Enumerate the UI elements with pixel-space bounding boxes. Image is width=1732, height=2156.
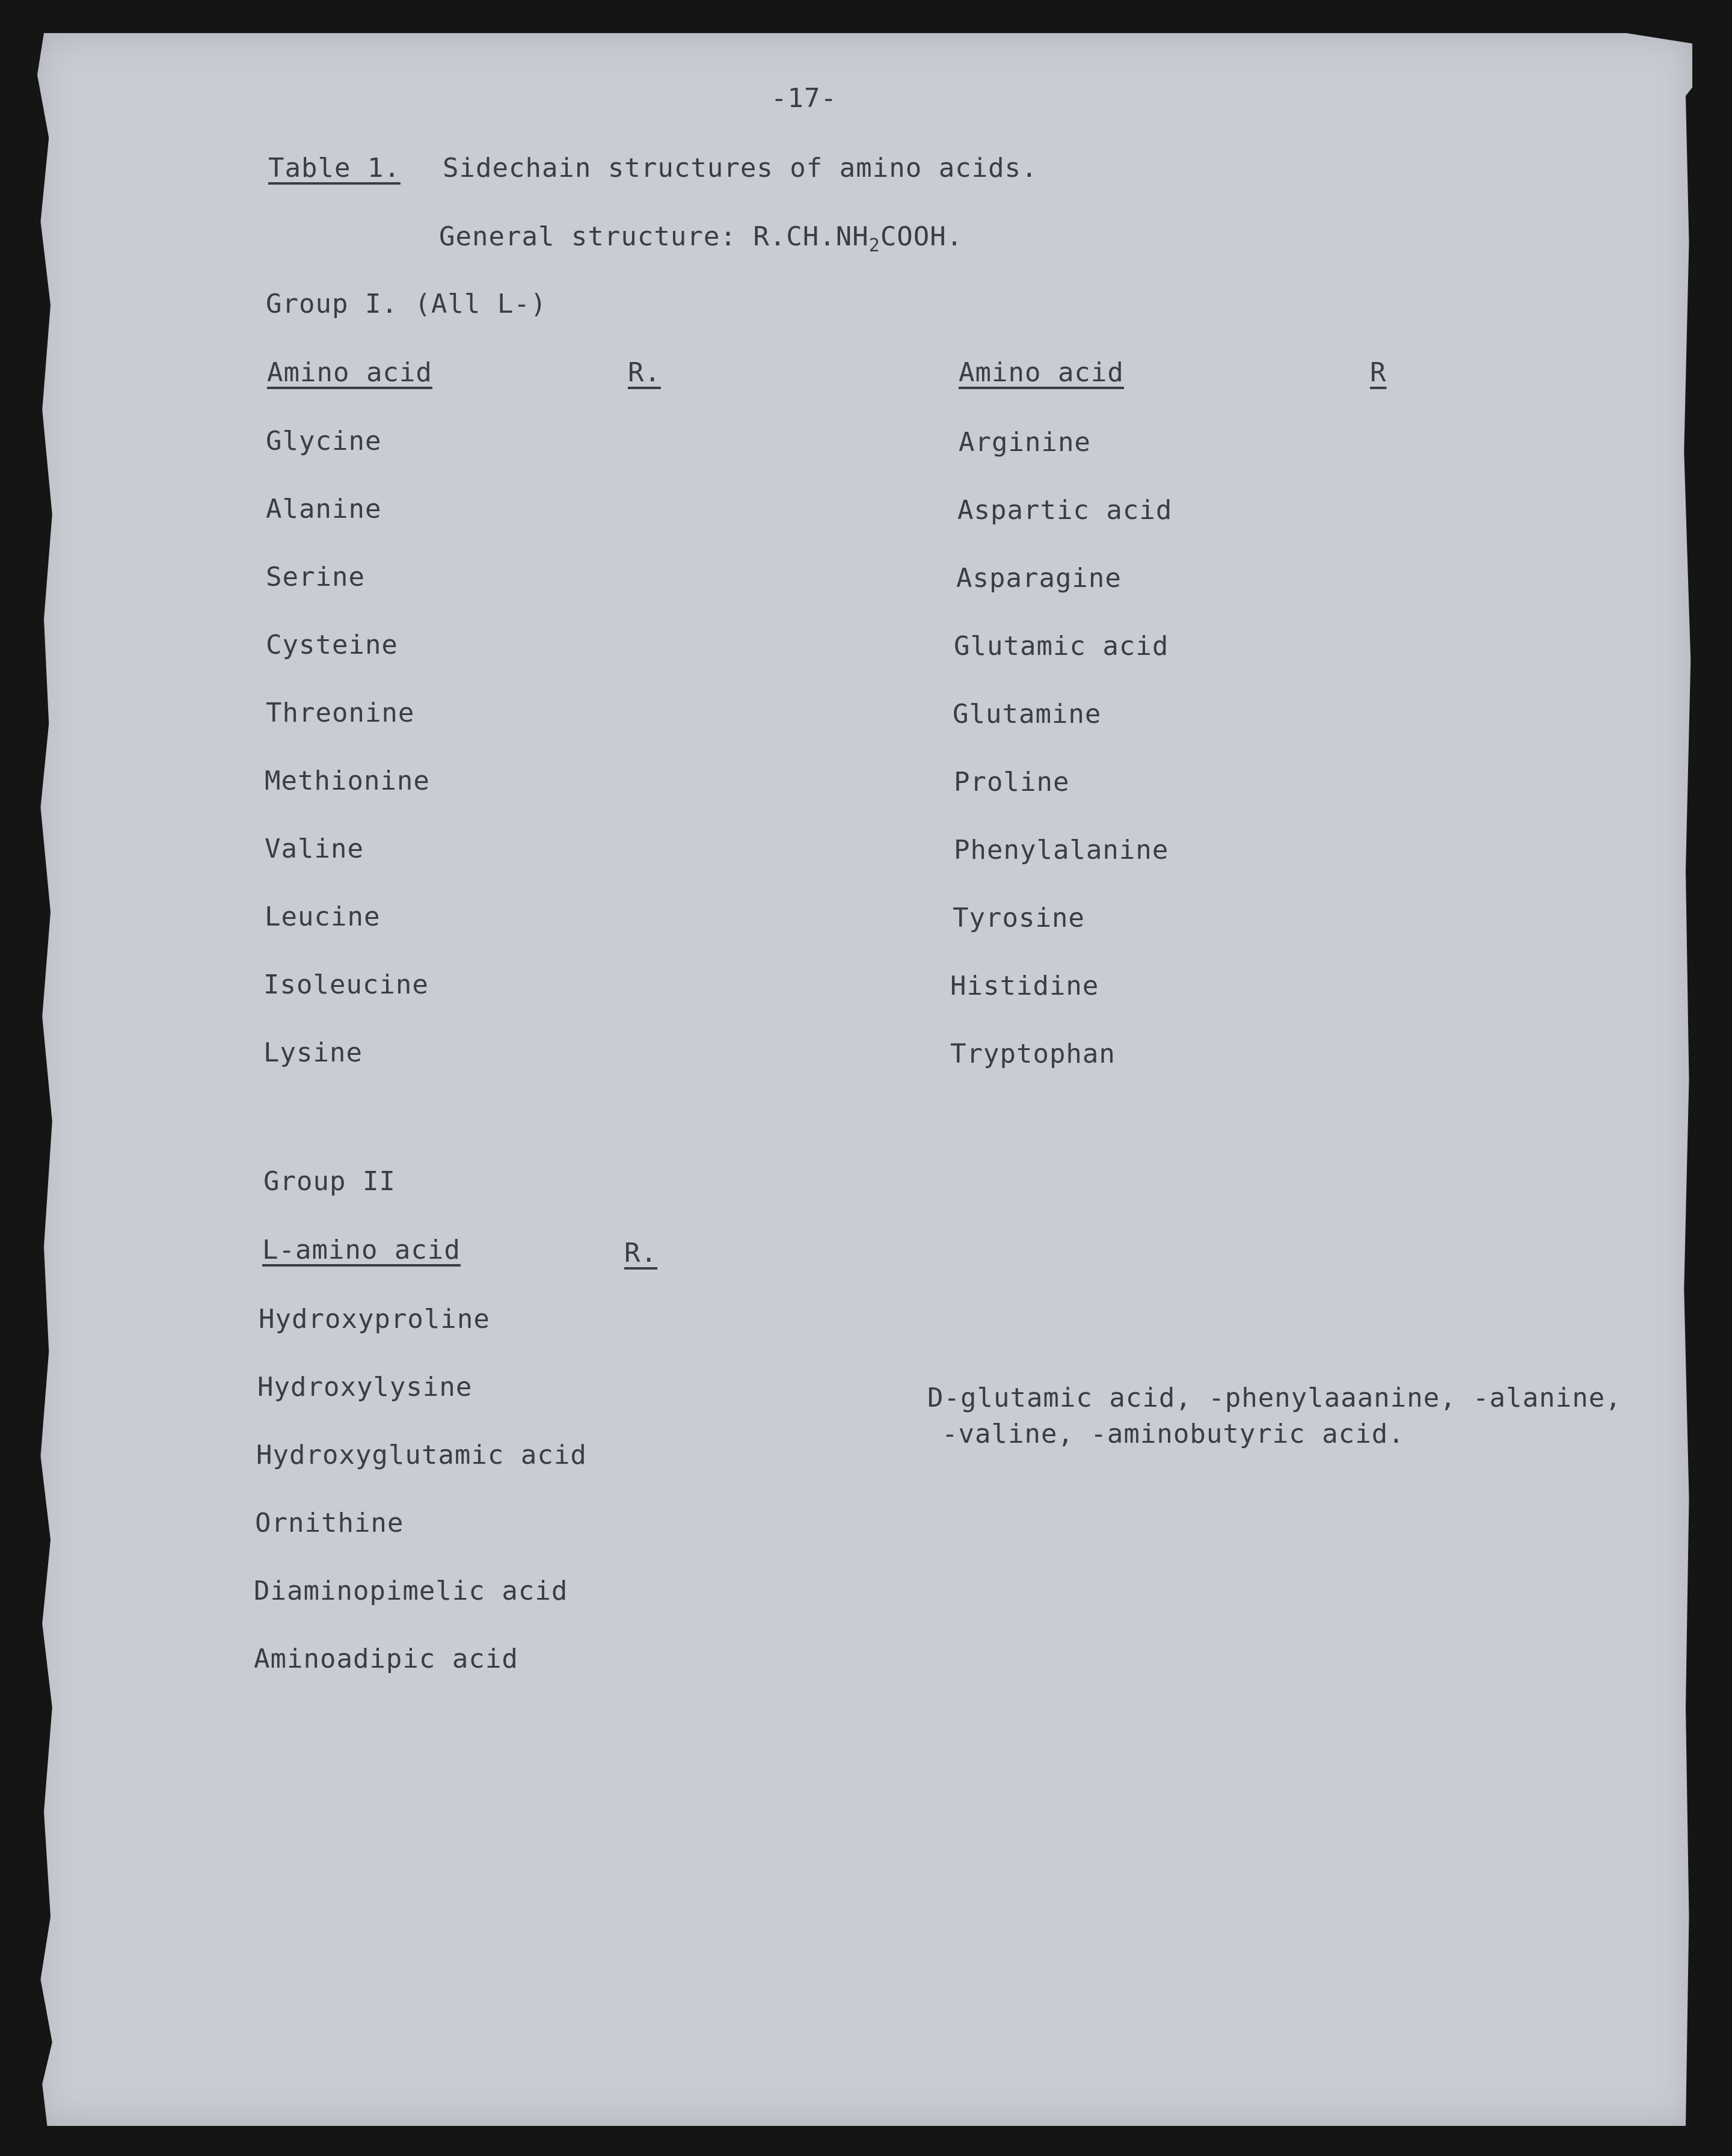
group1-right-item: Glutamine	[953, 699, 1102, 729]
group1-left-item: Valine	[265, 834, 364, 864]
group2-item: Hydroxyglutamic acid	[256, 1440, 587, 1470]
group1-left-item: Methionine	[265, 766, 430, 796]
group1-right-item: Proline	[954, 767, 1070, 797]
group1-right-item: Aspartic acid	[957, 495, 1173, 526]
group1-right-col-header: Amino acid	[959, 357, 1124, 388]
group1-left-item: Cysteine	[266, 630, 398, 660]
group2-item: Aminoadipic acid	[254, 1644, 518, 1674]
group2-item: Diaminopimelic acid	[254, 1576, 568, 1606]
group1-left-item: Serine	[266, 562, 365, 592]
group1-right-r-header: R	[1370, 357, 1387, 388]
group1-left-item: Isoleucine	[263, 969, 429, 1000]
group1-left-item: Alanine	[266, 494, 382, 524]
general-structure-prefix: General structure: R.CH.NH	[439, 221, 869, 252]
general-structure-subscript: 2	[868, 235, 880, 256]
group2-r-header: R.	[624, 1238, 657, 1268]
group1-right-item: Histidine	[950, 971, 1099, 1001]
group1-right-item: Tryptophan	[950, 1039, 1116, 1069]
group1-heading: Group I. (All L-)	[266, 289, 547, 319]
group2-note-line2: -valine, -aminobutyric acid.	[942, 1419, 1405, 1449]
group1-right-item: Tyrosine	[953, 903, 1085, 933]
group1-left-col-header: Amino acid	[267, 357, 432, 388]
group1-right-item: Arginine	[959, 427, 1091, 458]
group2-note-line1: D-glutamic acid, -phenylaaanine, -alanine,	[927, 1383, 1622, 1413]
group1-right-item: Glutamic acid	[954, 631, 1169, 662]
group1-left-item: Threonine	[266, 698, 415, 728]
general-structure	[439, 221, 963, 256]
group1-left-item: Leucine	[265, 901, 381, 932]
group1-right-item: Phenylalanine	[954, 835, 1169, 865]
group1-right-item: Asparagine	[956, 563, 1122, 594]
page-number: -17-	[771, 83, 837, 114]
group1-left-r-header: R.	[628, 357, 661, 388]
paper-sheet	[37, 33, 1692, 2126]
group2-col-header: L-amino acid	[262, 1235, 461, 1265]
group2-heading: Group II	[263, 1166, 396, 1197]
general-structure-suffix: COOH.	[880, 221, 963, 252]
group1-left-item: Glycine	[266, 426, 382, 456]
table-title: Sidechain structures of amino acids.	[443, 153, 1038, 183]
group2-item: Hydroxylysine	[257, 1372, 473, 1402]
group2-item: Hydroxyproline	[259, 1304, 490, 1334]
group2-item: Ornithine	[255, 1508, 404, 1538]
group1-left-item: Lysine	[263, 1037, 363, 1068]
table-label: Table 1.	[268, 153, 401, 183]
